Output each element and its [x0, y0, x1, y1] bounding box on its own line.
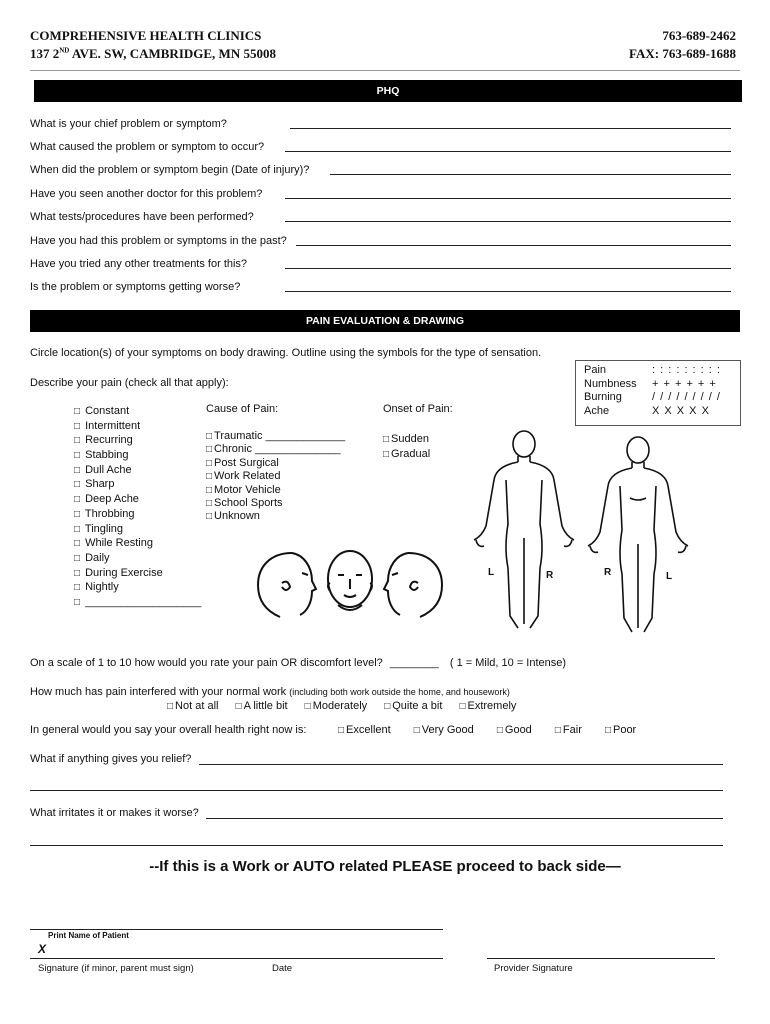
pain-type-option[interactable]: □ Intermittent	[74, 419, 141, 432]
phq-header-bar: PHQ	[34, 80, 742, 102]
clinic-fax: FAX: 763-689-1688	[629, 46, 736, 61]
side-label-back-right: R	[546, 570, 554, 581]
body-drawings[interactable]	[468, 428, 698, 638]
cause-option[interactable]: □ Traumatic _____________	[206, 430, 346, 442]
circle-instruction: Circle location(s) of your symptoms on body drawing. Outline using the symbols for the type of sensation.	[30, 347, 542, 359]
pain-type-option[interactable]: □ Tingling	[74, 522, 124, 535]
interference-option[interactable]: □ Extremely	[459, 700, 517, 712]
relief-answer-line[interactable]	[199, 764, 723, 765]
pain-type-option[interactable]: □ Constant	[74, 405, 130, 417]
key-symbol: X X X X X	[652, 404, 710, 417]
side-label-front-left: L	[666, 571, 673, 582]
phq-question: Have you had this problem or symptoms in the past?	[30, 235, 287, 247]
phq-answer-line[interactable]	[290, 128, 731, 129]
onset-list	[383, 432, 430, 461]
interference-option[interactable]: □ Moderately	[304, 700, 368, 712]
interference-question: How much has pain interfered with your normal work	[30, 686, 287, 698]
phq-question: Have you tried any other treatments for this?	[30, 258, 248, 270]
provider-signature-line[interactable]	[487, 958, 715, 959]
clinic-phone: 763-689-2462	[662, 28, 736, 43]
interference-options	[167, 700, 530, 712]
cause-option[interactable]: □ Post Surgical	[206, 456, 279, 469]
onset-option[interactable]: □ Sudden	[383, 433, 429, 445]
phq-question: What caused the problem or symptom to occur?	[30, 141, 265, 153]
onset-label: Onset of Pain:	[383, 403, 453, 415]
back-side-notice: --If this is a Work or AUTO related PLEASE proceed to back side—	[149, 858, 621, 875]
health-question: In general would you say your overall health right now is:	[30, 724, 307, 736]
pain-type-option[interactable]: □ Daily	[74, 551, 110, 564]
pain-scale-row	[30, 657, 566, 669]
pain-evaluation-header-bar: PAIN EVALUATION & DRAWING	[30, 310, 740, 332]
interference-question-row	[30, 686, 510, 698]
signature-label: Signature (if minor, parent must sign)	[38, 963, 194, 974]
phq-answer-line[interactable]	[285, 268, 731, 269]
pain-scale-legend: ( 1 = Mild, 10 = Intense)	[449, 657, 567, 669]
print-name-label: Print Name of Patient	[48, 931, 129, 940]
phq-answer-line[interactable]	[285, 151, 731, 152]
body-back-icon	[474, 431, 574, 628]
cause-option[interactable]: □ Unknown	[206, 510, 260, 523]
health-option[interactable]: □ Very Good	[413, 724, 474, 736]
phq-answer-line[interactable]	[285, 291, 731, 292]
interference-option[interactable]: □ Quite a bit	[384, 700, 443, 712]
provider-signature-label: Provider Signature	[494, 963, 573, 974]
key-symbol: : : : : : : : : :	[652, 364, 721, 376]
health-option[interactable]: □ Good	[496, 724, 532, 736]
phq-question: What is your chief problem or symptom?	[30, 118, 227, 130]
cause-option[interactable]: □ School Sports	[206, 496, 283, 509]
key-label: Numbness	[584, 377, 637, 390]
cause-option[interactable]: □ Chronic ______________	[206, 443, 341, 456]
describe-pain-label: Describe your pain (check all that apply):	[30, 377, 229, 389]
phq-answer-line[interactable]	[285, 198, 731, 199]
onset-option[interactable]: □ Gradual	[383, 447, 431, 460]
pain-type-option-other[interactable]: □ ___________________	[74, 595, 202, 608]
phq-question: Is the problem or symptoms getting worse?	[30, 281, 241, 293]
pain-type-option[interactable]: □ Recurring	[74, 434, 133, 447]
cause-list	[206, 430, 345, 524]
interference-note: (including both work outside the home, and housework)	[289, 687, 510, 697]
health-options	[338, 724, 636, 736]
date-label: Date	[272, 963, 293, 974]
phq-answer-line[interactable]	[330, 174, 731, 175]
irritates-answer-line-2[interactable]	[30, 845, 723, 846]
pain-type-option[interactable]: □ Sharp	[74, 478, 115, 491]
interference-option[interactable]: □ A little bit	[235, 700, 288, 712]
key-symbol: / / / / / / / / /	[652, 391, 721, 403]
side-label-back-left: L	[488, 567, 495, 578]
clinic-address: 137 2ND AVE. SW, CAMBRIDGE, MN 55008	[30, 46, 276, 61]
head-drawings[interactable]	[252, 545, 448, 621]
clinic-name: COMPREHENSIVE HEALTH CLINICS	[30, 28, 262, 43]
pain-type-option[interactable]: □ During Exercise	[74, 566, 163, 579]
head-profile-left-icon	[258, 553, 316, 617]
irritates-answer-line[interactable]	[206, 818, 723, 819]
relief-answer-line-2[interactable]	[30, 790, 723, 791]
pain-type-option[interactable]: □ While Resting	[74, 537, 153, 550]
key-symbol: + + + + + +	[652, 377, 717, 390]
side-label-front-right: R	[604, 567, 612, 578]
body-front-icon	[588, 437, 688, 632]
pain-type-option[interactable]: □ Throbbing	[74, 507, 135, 520]
health-option[interactable]: □ Fair	[554, 724, 582, 736]
sensation-key	[575, 360, 741, 426]
irritates-label: What irritates it or makes it worse?	[30, 807, 199, 819]
pain-scale-input[interactable]: ________	[389, 657, 439, 669]
pain-type-list	[74, 404, 201, 610]
pain-type-option[interactable]: □ Stabbing	[74, 449, 129, 462]
health-option[interactable]: □ Excellent	[338, 724, 391, 736]
relief-label: What if anything gives you relief?	[30, 753, 192, 765]
health-option[interactable]: □ Poor	[604, 724, 637, 736]
phq-answer-line[interactable]	[285, 221, 731, 222]
pain-type-option[interactable]: □ Nightly	[74, 581, 119, 594]
pain-type-option[interactable]: □ Dull Ache	[74, 463, 132, 476]
print-name-line[interactable]	[30, 929, 443, 930]
cause-option[interactable]: □ Motor Vehicle	[206, 483, 281, 496]
phq-question: What tests/procedures have been performed?	[30, 211, 254, 223]
phq-answer-line[interactable]	[296, 245, 731, 246]
phq-question: Have you seen another doctor for this problem?	[30, 188, 263, 200]
key-label: Burning	[584, 391, 622, 403]
head-front-icon	[328, 551, 372, 610]
pain-scale-question: On a scale of 1 to 10 how would you rate your pain OR discomfort level?	[30, 657, 383, 669]
pain-type-option[interactable]: □ Deep Ache	[74, 493, 139, 506]
head-profile-right-icon	[384, 553, 442, 617]
signature-x-mark: X	[38, 942, 47, 956]
phq-question: When did the problem or symptom begin (Date of injury)?	[30, 164, 310, 176]
cause-option[interactable]: □ Work Related	[206, 470, 281, 483]
key-label: Pain	[584, 364, 607, 376]
cause-label: Cause of Pain:	[206, 403, 279, 415]
header-divider	[30, 70, 740, 71]
interference-option[interactable]: □ Not at all	[167, 700, 219, 712]
signature-line[interactable]	[30, 958, 443, 959]
key-label: Ache	[584, 404, 610, 417]
